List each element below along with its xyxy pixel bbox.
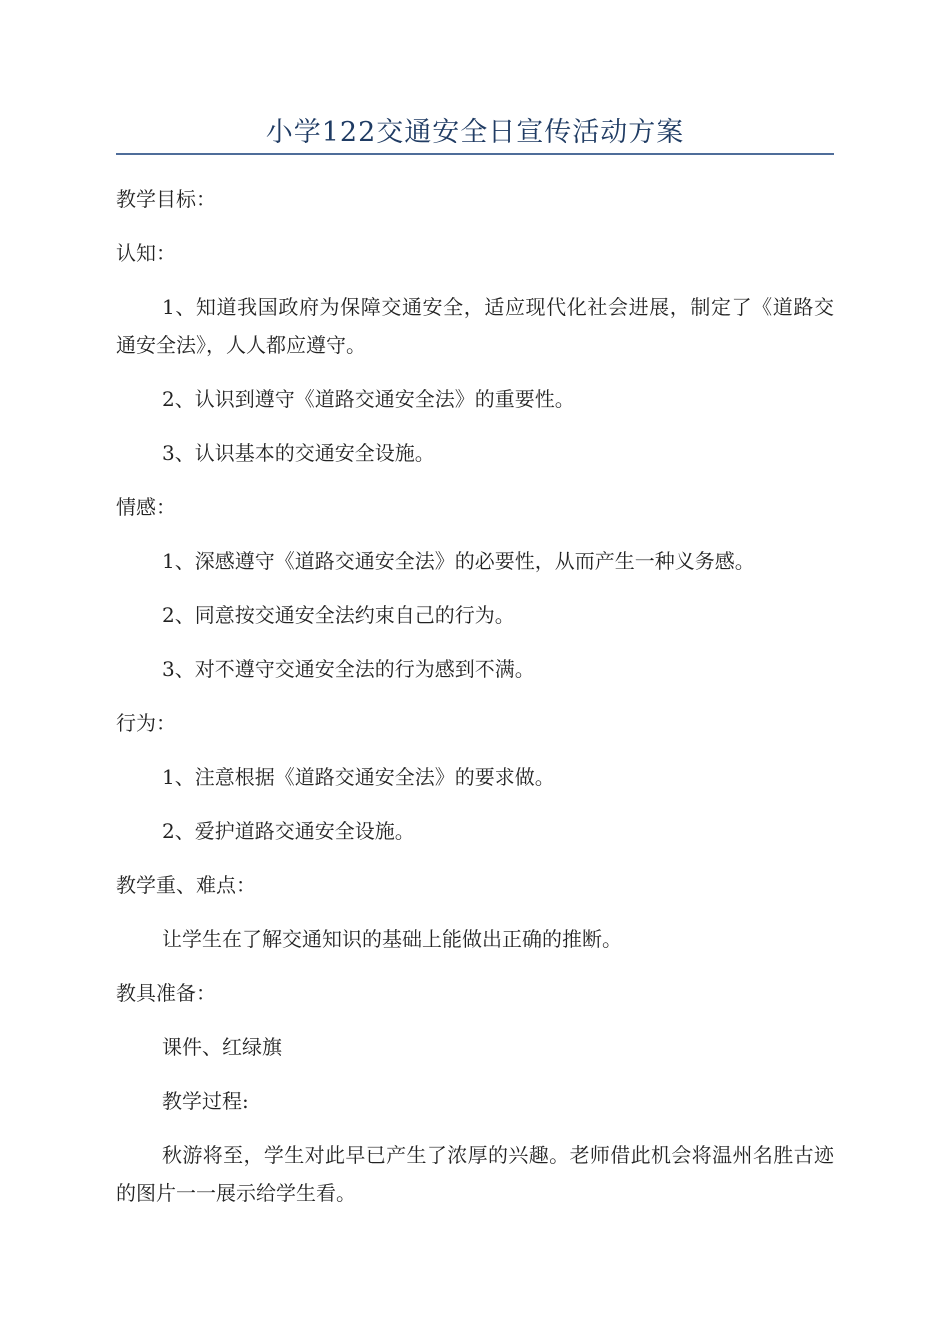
- heading-materials: 教具准备：: [116, 981, 216, 1005]
- paragraph: 1、深感遵守《道路交通安全法》的必要性，从而产生一种义务感。: [162, 549, 755, 573]
- heading-emotion: 情感：: [116, 495, 176, 519]
- heading-cognition: 认知：: [116, 241, 176, 265]
- paragraph: 1、知道我国政府为保障交通安全，适应现代化社会进展，制定了《道路交通安全法》，人人都应遵守。: [116, 295, 834, 357]
- heading-teaching-goals: 教学目标：: [116, 187, 216, 211]
- heading-key-points: 教学重、难点：: [116, 873, 256, 897]
- paragraph: 秋游将至，学生对此早已产生了浓厚的兴趣。老师借此机会将温州名胜古迹的图片一一展示给学生看。: [116, 1143, 834, 1205]
- paragraph: 课件、红绿旗: [162, 1035, 282, 1059]
- paragraph: 2、爱护道路交通安全设施。: [162, 819, 415, 843]
- paragraph: 2、同意按交通安全法约束自己的行为。: [162, 603, 515, 627]
- paragraph: 3、认识基本的交通安全设施。: [162, 441, 435, 465]
- heading-behavior: 行为：: [116, 711, 176, 735]
- document-body: [116, 172, 834, 1220]
- paragraph: 1、注意根据《道路交通安全法》的要求做。: [162, 765, 555, 789]
- document-title: 小学122交通安全日宣传活动方案: [265, 117, 685, 148]
- paragraph: 3、对不遵守交通安全法的行为感到不满。: [162, 657, 535, 681]
- title-underline: [116, 153, 834, 155]
- paragraph: 教学过程:: [162, 1089, 249, 1113]
- paragraph: 2、认识到遵守《道路交通安全法》的重要性。: [162, 387, 575, 411]
- paragraph: 让学生在了解交通知识的基础上能做出正确的推断。: [162, 927, 622, 951]
